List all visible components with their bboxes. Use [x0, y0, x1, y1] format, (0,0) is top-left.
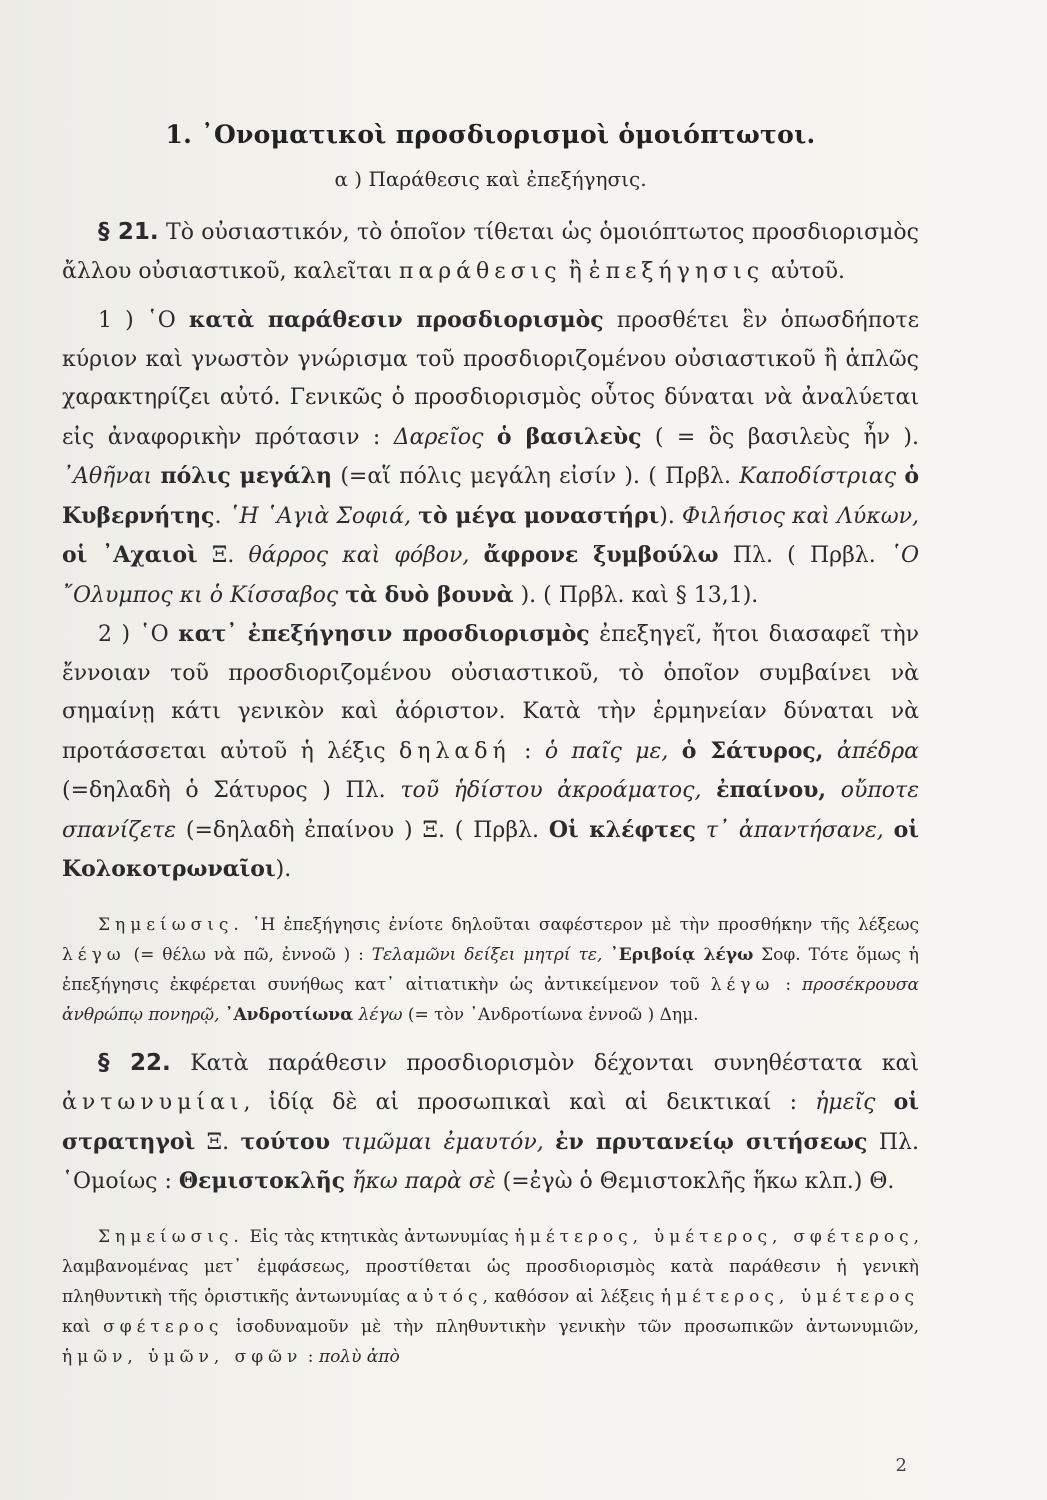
example: οὔποτε σπανίζετε [62, 778, 920, 843]
text: : [510, 738, 545, 764]
text: Τὸ οὐσιαστικόν, τὸ ὁποῖον τίθεται ὡς ὁμοιόπτωτος προσδιορισμὸς ἄλλου οὐσιαστικοῦ, καλεῖται [62, 220, 919, 284]
text: Πλ. ( Πρβλ. [718, 543, 890, 568]
text: ). [275, 857, 292, 882]
page-number: 2 [895, 1455, 907, 1476]
bold-term: οἱ Κολοκοτρωναῖοι [62, 816, 919, 882]
spaced-term: ἡμέτερος, ὑμέτερος [660, 1286, 919, 1307]
note-label: Σημείωσις. [98, 1226, 244, 1247]
text: (=ἐγὼ ὁ Θεμιστοκλῆς ἥκω κλπ.) Θ. [495, 1169, 895, 1194]
example: ἥκω παρὰ σὲ [352, 1169, 496, 1194]
bold-term: τὰ δυὸ βουνὰ [345, 581, 514, 608]
text: , λαμβανομένας μετ᾿ ἐμφάσεως, προστίθεται ὡς προσδιορισμὸς κατὰ παράθεσιν ἡ γενικὴ πληθυντικὴ τῆς ὁριστικῆς ἀντωνυμίας [62, 1226, 920, 1307]
text: 1 ) ῾Ο [98, 308, 189, 333]
note-1 [62, 910, 919, 1030]
note-2 [62, 1222, 919, 1372]
bold-term: ᾿Εριβοίᾳ λέγω [610, 944, 754, 965]
bold-term: ἄφρονε ξυμβούλω [483, 542, 719, 568]
bold-term: ἐπαίνου, [716, 777, 827, 803]
text: ). [659, 503, 682, 529]
text: ἰσοδυναμοῦν μὲ τὴν πληθυντικὴν γενικὴν τῶν προσωπικῶν ἀντωνυμιῶν, [223, 1316, 919, 1337]
bold-term: ὁ Σάτυρος, [681, 737, 824, 764]
example: τοῦ ἡδίστου ἀκροάματος, [400, 778, 702, 803]
example: ῾Ο ῎Ολυμπος κι ὁ Κίσσαβος [62, 543, 919, 608]
chapter-title: 1. ᾿Ονοματικοὶ προσδιορισμοὶ ὁμοιόπτωτοι. [165, 120, 816, 149]
text: Σοφ. Τότε ὅμως ἡ ἐπεξήγησις ἐκφέρεται συνήθως κατ᾿ αἰτιατικὴν ὡς ἀντικείμενον τοῦ [62, 944, 919, 995]
text: , καθόσον αἱ λέξεις [482, 1286, 661, 1307]
text: (= τὸν ᾿Ανδροτίωνα ἐννοῶ ) Δημ. [402, 1004, 699, 1025]
example: ὁ παῖς με, [544, 738, 669, 764]
text: 2 ) ῾Ο [98, 622, 179, 647]
example: Δαρεῖος [393, 424, 484, 450]
section-number: § 21. [98, 219, 159, 245]
example: θάρρος καὶ φόβον, [248, 543, 470, 568]
text: ἐπεξηγεῖ, ἤτοι διασαφεῖ τὴν ἔννοιαν τοῦ προσδιοριζομένου οὐσιαστικοῦ, τὸ ὁποῖον συμβαίνει νὰ σημαίνῃ κάτι γενικὸν καὶ ἀόριστον. Κατὰ τὴν ἑρμηνείαν δύναται νὰ προτάσσεται αὐτοῦ ἡ λέξις [62, 622, 919, 764]
text: προσθέτει ἓν ὁπωσδήποτε κύριον καὶ γνωστὸν γνώρισμα τοῦ προσδιοριζομένου οὐσιαστικοῦ ἢ ἁπλῶς χαρακτηρίζει αὐτό. Γενικῶς ὁ προσδιορισμὸς οὗτος δύναται νὰ ἀναλύεται εἰς ἀναφορικὴν πρότασιν : [62, 308, 919, 450]
bold-term: κατ᾿ ἐπεξήγησιν προσδιορισμὸς [178, 621, 590, 647]
paragraph-1 [62, 301, 919, 615]
text: (=δηλαδὴ ὁ Σάτυρος ) Πλ. [62, 778, 401, 803]
example: λέγω [358, 1004, 403, 1025]
section-subtitle: α ) Παράθεσις καὶ ἐπεξήγησις. [334, 167, 647, 191]
bold-term: τούτου [240, 1128, 330, 1155]
spaced-term: αὐτός [406, 1286, 483, 1307]
spaced-term: ἀντωνυμίαι [62, 1090, 244, 1115]
example: ῾Η ῾Αγιὰ Σοφιά, [228, 503, 412, 529]
text: (=δηλαδὴ ἐπαίνου ) Ξ. ( Πρβλ. [176, 817, 549, 843]
example: πολὺ ἀπὸ [318, 1346, 400, 1367]
bold-term: ᾿Ανδροτίωνα [224, 1004, 354, 1025]
text: καὶ [62, 1316, 104, 1337]
spaced-term: ἐπεξήγησις [588, 258, 765, 284]
bold-term: Οἱ κλέφτες [548, 816, 696, 843]
example: Τελαμῶνι δείξει μητρί τε, [371, 944, 603, 965]
text: (= θέλω νὰ πῶ, ἐννοῶ ) : [125, 944, 372, 965]
text: Πλ. ῾Ομοίως : [62, 1129, 919, 1194]
spaced-term: λέγω [62, 944, 126, 965]
text: . [214, 503, 229, 529]
example: ἡμεῖς [815, 1090, 876, 1115]
bold-term: ὁ βασιλεὺς [496, 423, 642, 450]
text: , ἰδίᾳ δὲ αἱ προσωπικαὶ καὶ αἱ δεικτικαί : [243, 1090, 816, 1115]
bold-term: ὁ Κυβερνήτης [62, 463, 920, 529]
bold-term: κατὰ παράθεσιν προσδιορισμὸς [188, 307, 604, 333]
text: ἢ [561, 258, 589, 284]
text: Κατὰ παράθεσιν προσδιορισμὸν δέχονται συνηθέστατα καὶ [170, 1050, 919, 1076]
example: ἀπέδρα [836, 738, 920, 764]
text: Εἰς τὰς κτητικὰς ἀντωνυμίας [243, 1226, 515, 1247]
paragraph-s21 [62, 213, 919, 291]
bold-term: οἱ στρατηγοὶ [62, 1089, 919, 1155]
text: Ξ. [197, 543, 249, 568]
example: προσέκρουσα ἀνθρώπῳ πονηρῷ, [62, 974, 919, 1025]
paragraph-2 [62, 615, 919, 890]
spaced-term: ἡμῶν, ὑμῶν, σφῶν [62, 1346, 303, 1367]
bold-term: Θεμιστοκλῆς [178, 1168, 346, 1194]
example: τ᾿ ἀπαντήσανε, [705, 817, 884, 843]
spaced-term: δηλαδή [399, 738, 511, 764]
text: ). ( Πρβλ. καὶ § 13,1). [513, 582, 759, 608]
bold-term: πόλις μεγάλη [160, 463, 333, 489]
bold-term: τὸ μέγα μοναστήρι [418, 502, 660, 529]
text: : [774, 974, 803, 995]
example: Καποδίστριας [739, 464, 897, 489]
example: Φιλήσιος καὶ Λύκων, [681, 503, 919, 529]
text: (=αἵ πόλις μεγάλη εἰσίν ). ( Πρβλ. [332, 464, 740, 489]
spaced-term: σφέτερος [103, 1316, 224, 1337]
text: Ξ. [195, 1129, 241, 1155]
text: : [302, 1346, 319, 1367]
note-label: Σημείωσις. [98, 914, 244, 935]
bold-term: οἱ ᾿Αχαιοὶ [62, 542, 198, 568]
text: αὐτοῦ. [764, 258, 846, 284]
text: ῾Η ἐπεξήγησις ἐνίοτε δηλοῦται σαφέστερον μὲ τὴν προσθήκην τῆς λέξεως [243, 914, 919, 935]
bold-term: ἐν πρυτανείῳ σιτήσεως [555, 1128, 868, 1155]
section-number: § 22. [98, 1049, 171, 1076]
spaced-term: ἡμέτερος, ὑμέτερος, σφέτερος [514, 1226, 914, 1247]
paragraph-s22 [62, 1044, 919, 1202]
spaced-term: παράθεσις [398, 258, 562, 284]
example: ᾿Αθῆναι [62, 464, 153, 489]
example: τιμῶμαι ἐμαυτόν, [341, 1129, 544, 1155]
text: ( = ὃς βασιλεὺς ἦν ). [641, 424, 920, 450]
spaced-term: λέγω [710, 974, 775, 995]
